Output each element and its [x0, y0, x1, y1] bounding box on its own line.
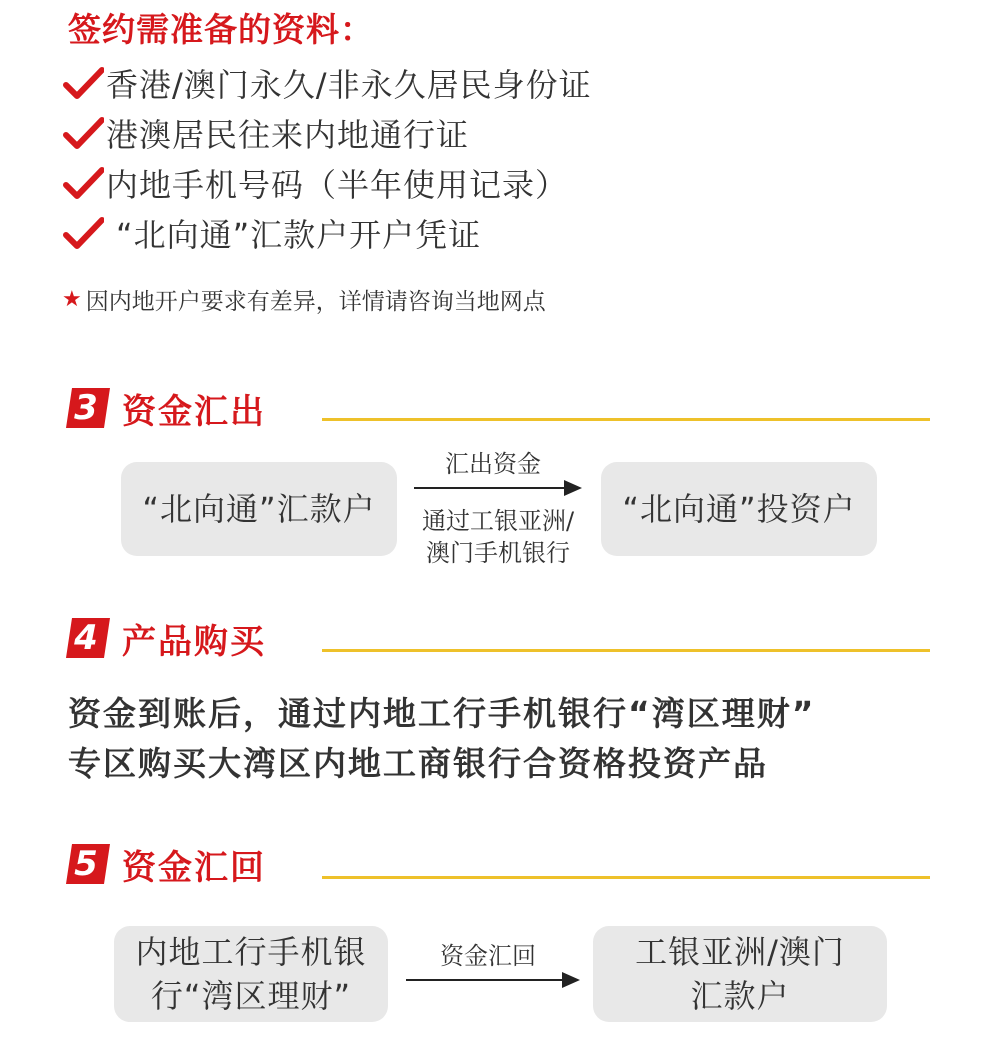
arrow-right-icon [562, 972, 580, 988]
section-divider [322, 418, 930, 421]
checkmark-icon [62, 215, 104, 251]
section-3-header [66, 383, 266, 433]
requirement-text: “北向通”汇款户开户凭证 [116, 216, 482, 254]
note-text: 因内地开户要求有差异，详情请咨询当地网点 [85, 289, 546, 315]
requirement-item [62, 60, 592, 106]
checkmark-icon [62, 65, 104, 101]
checkmark-icon [62, 165, 104, 201]
arrow-label-top: 汇出资金 [445, 450, 541, 478]
step-number-badge: 3 [66, 388, 110, 428]
step-number-badge: 4 [66, 618, 110, 658]
requirements-note [62, 283, 546, 316]
arrow-label-bottom-1: 通过工银亚洲/ [421, 507, 575, 535]
return-account-box [593, 926, 887, 1022]
arrow-right-icon [564, 480, 582, 496]
section-title: 资金汇出 [122, 391, 266, 432]
remittance-account-box: “北向通”汇款户 [121, 462, 397, 556]
purchase-text-line-2: 专区购买大湾区内地工商银行合资格投资产品 [68, 744, 768, 783]
requirement-text: 香港/澳门永久/非永久居民身份证 [106, 66, 592, 104]
purchase-text-line-1: 资金到账后，通过内地工行手机银行“湾区理财” [68, 694, 816, 733]
box-line: 行“湾区理财” [150, 977, 352, 1015]
section-title: 资金汇回 [122, 847, 266, 888]
box-line: 内地工行手机银 [135, 933, 367, 971]
mainland-app-box [114, 926, 388, 1022]
investment-account-box: “北向通”投资户 [601, 462, 877, 556]
star-icon: ★ [62, 287, 82, 312]
box-line: 汇款户 [690, 977, 790, 1015]
requirement-text: 港澳居民往来内地通行证 [106, 116, 470, 154]
requirement-item [62, 160, 568, 206]
checkmark-icon [62, 115, 104, 151]
box-line: 工银亚洲/澳门 [635, 933, 845, 971]
requirement-item [62, 110, 469, 156]
section-title: 产品购买 [122, 621, 266, 662]
requirements-title: 签约需准备的资料： [68, 10, 374, 49]
flow-arrow-line [414, 487, 566, 489]
section-5-header [66, 839, 266, 889]
section-4-header [66, 613, 266, 663]
arrow-label-bottom-2: 澳门手机银行 [426, 539, 570, 567]
section-divider [322, 649, 930, 652]
flow-arrow-line [406, 979, 564, 981]
step-number-badge: 5 [66, 844, 110, 884]
arrow-label: 资金汇回 [440, 942, 536, 970]
requirement-text: 内地手机号码（半年使用记录） [106, 166, 569, 204]
section-divider [322, 876, 930, 879]
requirement-item [62, 210, 481, 256]
